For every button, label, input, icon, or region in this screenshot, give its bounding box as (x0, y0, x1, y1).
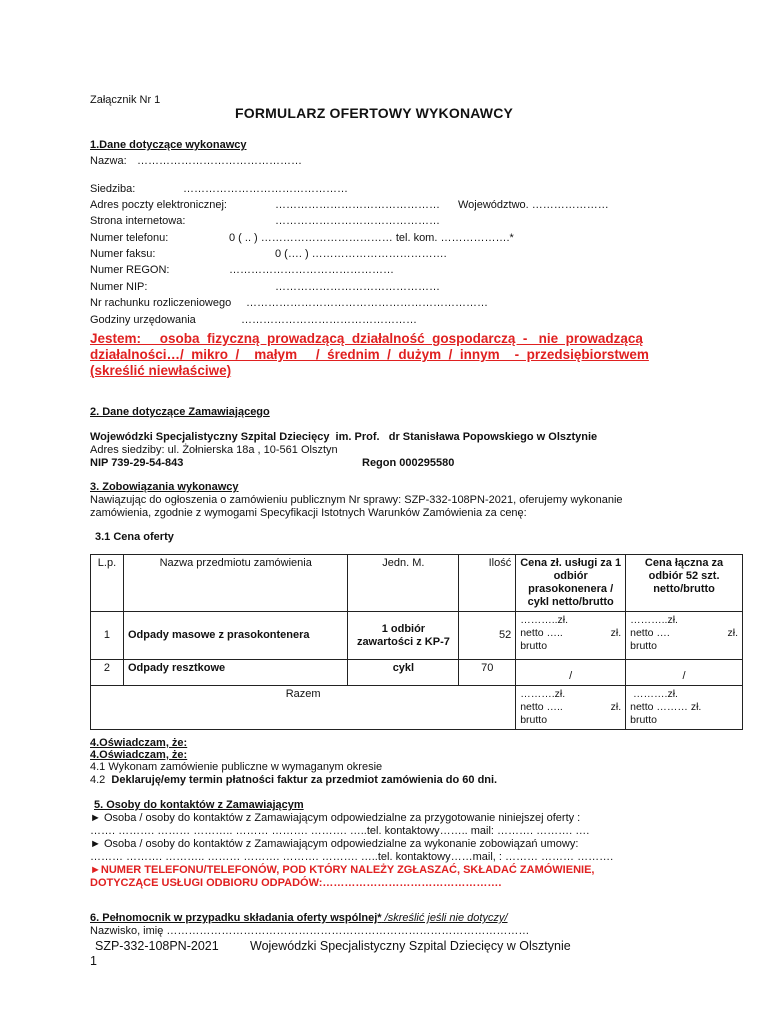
row2-unit-price[interactable]: / (516, 660, 626, 686)
hospital-name: Wojewódzki Specjalistyczny Szpital Dziecięcy im. Prof. dr Stanisława Popowskiego w Olsztynie (90, 431, 598, 443)
table-row (91, 612, 743, 660)
section6-heading (90, 911, 508, 925)
tel-label: Numer telefonu: (90, 232, 169, 244)
row1-unit: 1 odbiór zawartości z KP-7 (348, 612, 459, 660)
row1-price-mid (520, 627, 621, 640)
table-footer-row (91, 686, 743, 730)
contact-contract-field[interactable]: ……… ………. ……….. ……… ………. ………. ………. …..tel. kontaktowy……mail, : ……… ……… ………. (90, 851, 614, 863)
page-number: 1 (90, 954, 97, 968)
row1-unit-price[interactable] (516, 612, 626, 660)
row1-price-net: ………..zł. (520, 614, 569, 626)
fax-label: Numer faksu: (90, 248, 156, 260)
order-phone-field[interactable]: DOTYCZĄCE USŁUGI ODBIORU ODPADÓW:…………………………………………. (90, 877, 502, 889)
total-total-net: ……….zł. (630, 688, 678, 700)
nazwa-field[interactable]: ……………………………………… (137, 155, 302, 167)
declaration-item-2 (90, 773, 497, 787)
contact-offer-label: ► Osoba / osoby do kontaktów z Zamawiającym odpowiedzialne za przygotowanie niniejszej oferty : (90, 812, 581, 824)
total-label: Razem (91, 686, 516, 730)
row1-total-mid-b: zł. (727, 627, 738, 639)
jestem-line-2: działalności…/ mikro / małym / średnim / dużym / innym - przedsiębiorstwem (90, 347, 649, 362)
hours-label: Godziny urzędowania (90, 314, 196, 326)
account-label: Nr rachunku rozliczeniowego (90, 297, 232, 309)
www-label: Strona internetowa: (90, 215, 186, 227)
email-label: Adres poczty elektronicznej: (90, 199, 227, 211)
declaration-item-2-number: 4.2 (90, 774, 112, 786)
total-price-mid-a: netto ….. (520, 701, 563, 713)
header-lp: L.p. (91, 555, 124, 612)
siedziba-label: Siedziba: (90, 183, 136, 195)
row1-price-mid-b: zł. (610, 627, 622, 639)
siedziba-field[interactable]: ……………………………………… (183, 183, 348, 195)
header-unit: Jedn. M. (348, 555, 459, 612)
section3-text-line-2: zamówienia, zgodnie z wymogami Specyfikacji Istotnych Warunków Zamówienia za cenę: (90, 507, 527, 519)
footer-hospital: Wojewódzki Specjalistyczny Szpital Dziecięcy w Olsztynie (250, 939, 571, 953)
footer-case-number: SZP-332-108PN-2021 (95, 939, 219, 953)
section4-heading: 4.Oświadczam, że: (90, 737, 188, 749)
tel-field[interactable]: 0 ( .. ) ……………………………… tel. kom. ……………….* (229, 232, 514, 244)
total-price-gross: brutto (520, 714, 548, 726)
section6-heading-text: 6. Pełnomocnik w przypadku składania oferty wspólnej* (90, 912, 382, 924)
section4-heading-repeat: 4.Oświadczam, że: (90, 749, 188, 761)
total-price-net: ……….zł. (520, 688, 566, 700)
table-header-row (91, 555, 743, 612)
order-phone-notice: ►NUMER TELEFONU/TELEFONÓW, POD KTÓRY NALEŻY ZGŁASZAĆ, SKŁADAĆ ZAMÓWIENIE, (90, 864, 595, 876)
proxy-name-field[interactable]: Nazwisko, imię ……………………………………………………………………………………… (90, 925, 530, 937)
fax-field[interactable]: 0 (…. ) ………………………………. (275, 248, 447, 260)
header-item-name: Nazwa przedmiotu zamówienia (123, 555, 348, 612)
form-title: FORMULARZ OFERTOWY WYKONAWCY (235, 105, 514, 121)
email-field[interactable]: ……………………………………… (275, 199, 440, 211)
row1-total-gross: brutto (630, 640, 657, 652)
row2-lp: 2 (91, 660, 124, 686)
row1-total-mid-a: netto …. (630, 627, 670, 639)
nip-label: Numer NIP: (90, 281, 148, 293)
row2-qty: 70 (459, 660, 516, 686)
offer-table (90, 554, 743, 730)
declaration-item-1: 4.1 Wykonam zamówienie publiczne w wymaganym okresie (90, 761, 383, 773)
row1-total-mid (630, 627, 738, 640)
section6-heading-note: /skreślić jeśli nie dotyczy/ (381, 912, 508, 924)
account-field[interactable]: ………………………………………………………… (246, 297, 488, 309)
row2-unit: cykl (348, 660, 459, 686)
section3-text-line-1: Nawiązując do ogłoszenia o zamówieniu publicznym Nr sprawy: SZP-332-108PN-2021, oferujemy wykonanie (90, 494, 623, 506)
row1-name: Odpady masowe z prasokontenera (123, 612, 348, 660)
jestem-line-1: Jestem: osoba fizyczną prowadzącą działalność gospodarczą - nie prowadzącą (90, 331, 643, 346)
regon-label: Numer REGON: (90, 264, 170, 276)
row1-total-net: ………..zł. (630, 614, 678, 626)
header-qty: Ilość (459, 555, 516, 612)
contact-offer-field[interactable]: ……. ………. ……… ……….. ……… ………. ………. …..tel. kontaktowy…….. mail: ………. ………. …. (90, 825, 590, 837)
total-unit-price[interactable] (516, 686, 626, 730)
declaration-item-2-text: Deklaruję/emy termin płatności faktur za przedmiot zamówienia do 60 dni. (111, 774, 498, 786)
hospital-nip: NIP 739-29-54-843 (90, 457, 184, 469)
section2-heading: 2. Dane dotyczące Zamawiającego (90, 406, 270, 418)
www-field[interactable]: ……………………………………… (275, 215, 440, 227)
nip-field[interactable]: ……………………………………… (275, 281, 440, 293)
section1-heading: 1.Dane dotyczące wykonawcy (90, 139, 247, 151)
row1-lp: 1 (91, 612, 124, 660)
section5-heading: 5. Osoby do kontaktów z Zamawiającym (94, 799, 304, 811)
nazwa-label: Nazwa: (90, 155, 127, 167)
annex-label: Załącznik Nr 1 (90, 94, 161, 106)
price-subheading: 3.1 Cena oferty (95, 531, 174, 543)
total-total-gross: brutto (630, 714, 657, 726)
total-price-mid (520, 701, 621, 714)
row1-price-mid-a: netto ….. (520, 627, 563, 639)
hours-field[interactable]: ………………………………………… (241, 314, 417, 326)
hospital-address: Adres siedziby: ul. Żołnierska 18a , 10-561 Olsztyn (90, 444, 338, 456)
header-total-price: Cena łączna za odbiór 52 szt. netto/brutto (626, 555, 743, 612)
regon-field[interactable]: ……………………………………… (229, 264, 394, 276)
header-unit-price: Cena zł. usługi za 1 odbiór prasokonenera / cykl netto/brutto (516, 555, 626, 612)
row1-qty: 52 (459, 612, 516, 660)
row2-name: Odpady resztkowe (123, 660, 348, 686)
section3-heading: 3. Zobowiązania wykonawcy (90, 481, 239, 493)
total-price-mid-b: zł. (610, 701, 622, 713)
row2-total-price[interactable]: / (626, 660, 743, 686)
table-row (91, 660, 743, 686)
total-total-price[interactable] (626, 686, 743, 730)
wojewodztwo-field[interactable]: Województwo. ………………… (458, 199, 609, 211)
hospital-regon: Regon 000295580 (362, 457, 455, 469)
total-total-mid: netto ……… zł. (630, 701, 702, 713)
row1-total-price[interactable] (626, 612, 743, 660)
contact-contract-label: ► Osoba / osoby do kontaktów z Zamawiającym odpowiedzialne za wykonanie zobowiązań umowy: (90, 838, 579, 850)
jestem-line-3: (skreślić niewłaściwe) (90, 363, 232, 378)
row1-price-gross: brutto (520, 640, 548, 652)
